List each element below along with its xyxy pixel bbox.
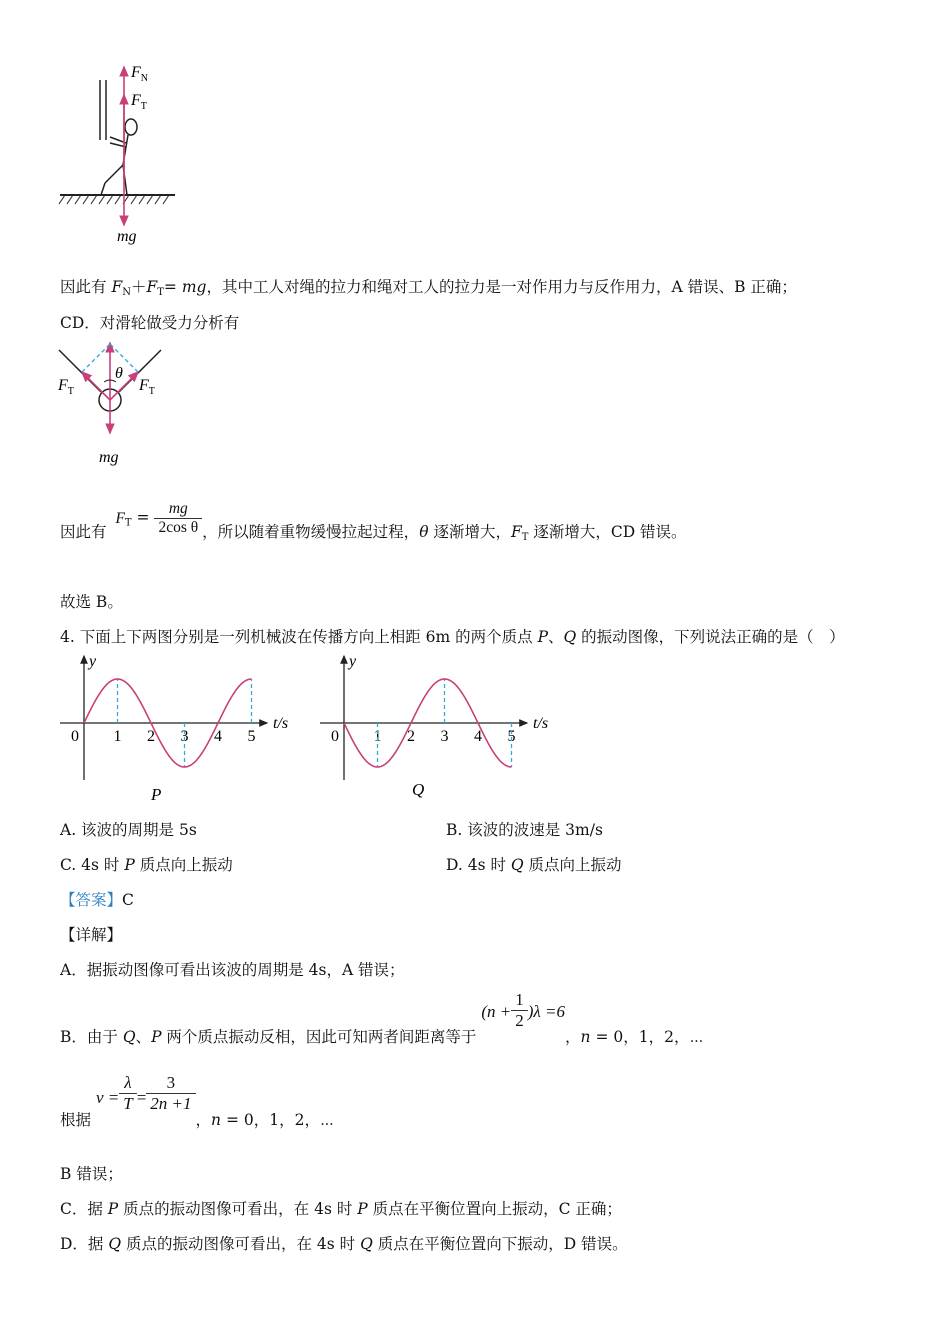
x-tick-label: 4 bbox=[214, 728, 222, 745]
x-label: t/s bbox=[533, 715, 549, 732]
x-tick-label: 3 bbox=[440, 728, 449, 745]
ft-left-label: $F_T$ bbox=[58, 377, 74, 397]
chart-title-p: P bbox=[151, 785, 162, 804]
explanation-v: 根据 v = $\frac{\lambda}{T}$ = $\frac{3}{2n +1}$ ，n = 0，1，2，⋯ bbox=[60, 1073, 334, 1129]
conclusion-line-3: 因此有 $F_T$ = $\frac{mg}{\text{2cos θ}}$ ，所以随着重物缓慢拉起过程，θ 逐渐增大，$F_T$ 逐渐增大，CD 错误。 bbox=[60, 500, 687, 543]
x-tick-label: 1 bbox=[373, 728, 382, 745]
theta-label: θ bbox=[115, 365, 123, 382]
chart-q bbox=[315, 650, 565, 805]
x-label: t/s bbox=[273, 715, 289, 732]
worker-force-diagram bbox=[55, 55, 190, 250]
y-label: y bbox=[89, 653, 97, 670]
fn-label: $F_N$ bbox=[131, 64, 149, 84]
x-tick-label: 2 bbox=[147, 728, 155, 745]
ft-right-label: $F_T$ bbox=[139, 377, 155, 397]
explanation-a: A．据振动图像可看出该波的周期是 4s，A 错误； bbox=[60, 961, 405, 979]
explanation-d: D．据 Q 质点的振动图像可看出，在 4s 时 Q 质点在平衡位置向下振动，D 错误。 bbox=[60, 1235, 628, 1253]
option-a: A. 该波的周期是 5s bbox=[60, 821, 197, 839]
option-c: C. 4s 时 P 质点向上振动 bbox=[60, 856, 233, 874]
x-tick-label: 5 bbox=[507, 728, 516, 745]
option-d: D. 4s 时 Q 质点向上振动 bbox=[446, 856, 622, 874]
answer: 【答案】C bbox=[60, 891, 134, 909]
ft-label: $F_T$ bbox=[131, 92, 147, 112]
detail-heading: 【详解】 bbox=[60, 926, 123, 944]
pulley-force-diagram bbox=[55, 338, 185, 468]
x-tick-label: 1 bbox=[113, 728, 122, 745]
mg-label: mg bbox=[117, 228, 137, 245]
x-tick-label: 5 bbox=[247, 728, 256, 745]
y-label: y bbox=[349, 653, 357, 670]
conclusion-line-1: 因此有 $F_N+F_T=$ mg，其中工人对绳的拉力和绳对工人的拉力是一对作用力与反作用力，A 错误、B 正确； bbox=[60, 278, 797, 298]
x-tick-label: 0 bbox=[71, 728, 79, 745]
mg-label-2: mg bbox=[99, 449, 119, 466]
pulley-analysis-intro: CD．对滑轮做受力分析有 bbox=[60, 314, 240, 332]
chart-p bbox=[55, 650, 305, 805]
option-b: B. 该波的波速是 3m/s bbox=[446, 821, 603, 839]
x-tick-label: 4 bbox=[474, 728, 482, 745]
x-tick-label: 2 bbox=[407, 728, 415, 745]
x-tick-label: 3 bbox=[180, 728, 189, 745]
question-4-stem: 4. 下面上下两图分别是一列机械波在传播方向上相距 6m 的两个质点 P、Q 的振动图像，下列说法正确的是（ ） bbox=[60, 628, 845, 646]
explanation-c: C．据 P 质点的振动图像可看出，在 4s 时 P 质点在平衡位置向上振动，C 正确； bbox=[60, 1200, 622, 1218]
choose-b: 故选 B。 bbox=[60, 593, 123, 611]
chart-title-q: Q bbox=[412, 780, 425, 799]
x-tick-label: 0 bbox=[331, 728, 339, 745]
b-wrong: B 错误； bbox=[60, 1165, 123, 1183]
explanation-b: B．由于 Q、P 两个质点振动反相，因此可知两者间距离等于 (n + $\frac{1}{2}$ )λ =6，n = 0，1，2，⋯ bbox=[60, 990, 704, 1046]
